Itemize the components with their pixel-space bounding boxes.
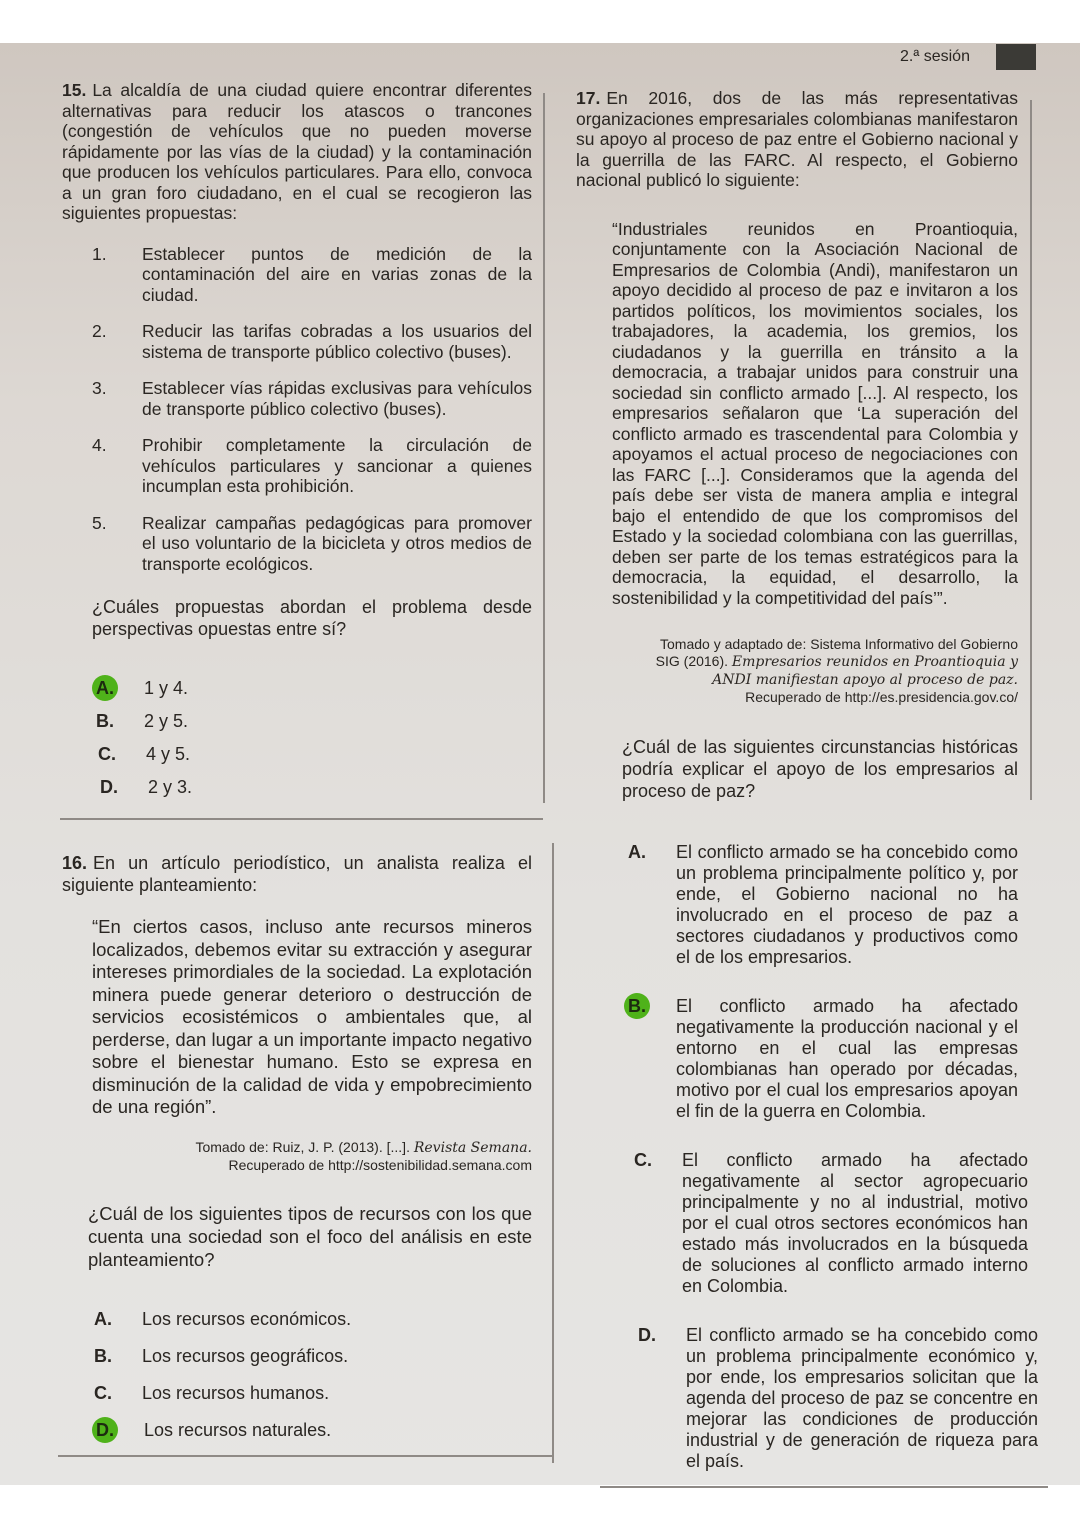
q15-question: ¿Cuáles propuestas abordan el problema desde perspectivas opuestas entre sí? <box>92 597 532 639</box>
option-text: 2 y 3. <box>148 777 193 797</box>
q17-source <box>620 636 1018 706</box>
right-column <box>576 88 1038 1488</box>
left-column <box>62 80 532 1457</box>
proposal-number: 5. <box>92 512 107 533</box>
q16-stem <box>62 852 532 896</box>
source-text: Tomado y adaptado de: Sistema Informativo del Gobierno <box>660 636 1018 652</box>
q17-stem <box>576 88 1018 191</box>
source-text: SIG (2016). <box>655 653 729 669</box>
q15-stem <box>62 80 532 224</box>
q15-option-a[interactable] <box>92 678 532 699</box>
session-label: 2.ª sesión <box>900 48 970 65</box>
proposal-number: 1. <box>92 243 107 264</box>
q16-quote: “En ciertos casos, incluso ante recursos mineros localizados, debemos evitar su extracción y asegurar intereses primordiales de la sociedad. La explotación minera puede generar deterioro o destrucción de servicios ecosistémicos o ambientales que, al perderse, dan lugar a un importante impacto negativo sobre el bienestar humano. Esto se expresa en disminución de la calidad de vida y empobrecimiento de una región”. <box>92 916 532 1117</box>
q15-option-d[interactable] <box>96 777 532 798</box>
option-letter: D. <box>100 777 118 797</box>
answer-mark: A. <box>92 675 118 701</box>
q15-option-c[interactable] <box>94 744 532 765</box>
source-text: Tomado de: Ruiz, J. P. (2013). [...]. <box>195 1138 410 1155</box>
source-title: Revista Semana. <box>413 1139 532 1156</box>
option-text: El conflicto armado ha afectado negativamente la producción nacional y el entorno en el cual las empresas colombianas han operado por décadas, motivo por el cual los empresarios apoyan el fin de la guerra en Colombia. <box>676 996 1018 1121</box>
option-letter: B. <box>94 1345 112 1366</box>
option-text: El conflicto armado se ha concebido como un problema principalmente económico y, por ende, los empresarios solicitan que la agenda del proceso de paz se concentre en mejorar las condiciones de producción industrial y de generación de riqueza para el país. <box>686 1325 1038 1471</box>
q17-question: ¿Cuál de las siguientes circunstancias históricas podría explicar el apoyo de los empresarios al proceso de paz? <box>622 737 1018 801</box>
q15-proposal <box>92 321 532 362</box>
answer-mark: B. <box>624 993 650 1019</box>
option-letter: A. <box>94 1308 112 1329</box>
q15-proposal <box>92 513 532 575</box>
q17-quote: “Industriales reunidos en Proantioquia, conjuntamente con la Asociación Nacional de Empresarios de Colombia (Andi), manifestaron un apoyo decidido al proceso de paz e invitaron a los partidos políticos, los movimientos sociales, los trabajadores, la academia, los gremios, los ciudadanos y la guerrilla en tránsito a la democracia, a trabajar unidos para construir una sociedad sin conflicto armado [...]. Al respecto, los empresarios señalaron que ‘La superación del conflicto armado es trascendental para Colombia y apoyamos el actual proceso de negociaciones con las FARC [...]. Consideramos que la agenda del país debe ser vista de manera amplia e integral bajo el entendido de que los compromisos del Estado y la sociedad colombiana con las guerrillas, deben ser parte de los temas estratégicos para la democracia, la equidad, el desarrollo, la sostenibilidad y la competitividad del país’”. <box>612 218 1018 608</box>
q15-proposal <box>92 244 532 306</box>
option-text: Los recursos económicos. <box>142 1308 352 1329</box>
q15-proposal <box>92 435 532 497</box>
q17-stem-text: En 2016, dos de las más representativas organizaciones empresariales colombianas manifestaron su apoyo al proceso de paz entre el Gobierno nacional y la guerrilla de las FARC. Al respecto, el Gobierno nacional publicó lo siguiente: <box>576 88 1018 190</box>
source-title: Empresarios reunidos en Proantioquia y ANDI manifiestan apoyo al proceso de paz. <box>712 654 1018 688</box>
q16-option-a[interactable] <box>90 1309 532 1330</box>
option-letter: C. <box>634 1150 652 1170</box>
column-divider <box>543 93 545 803</box>
q17-option-d[interactable] <box>634 1325 1038 1472</box>
option-letter: C. <box>94 1382 112 1403</box>
option-letter: C. <box>98 744 116 764</box>
q16-question: ¿Cuál de los siguientes tipos de recursos con los que cuenta una sociedad son el foco del análisis en este planteamiento? <box>88 1202 532 1270</box>
bottom-rule <box>58 1455 554 1457</box>
option-letter: B. <box>96 711 114 731</box>
option-text: 4 y 5. <box>146 744 191 764</box>
proposal-number: 3. <box>92 378 107 398</box>
proposal-number: 4. <box>92 435 107 455</box>
option-letter: D. <box>638 1325 656 1345</box>
option-text: Los recursos humanos. <box>142 1382 330 1403</box>
option-letter: A. <box>628 842 646 862</box>
q17-number: 17. <box>576 88 601 108</box>
proposal-text: Establecer puntos de medición de la contaminación del aire en varias zonas de la ciudad. <box>142 243 532 305</box>
proposal-text: Reducir las tarifas cobradas a los usuarios del sistema de transporte público colectivo (buses). <box>142 321 532 362</box>
q15-option-b[interactable] <box>92 711 532 732</box>
q16-option-b[interactable] <box>90 1346 532 1367</box>
logo-icon <box>996 44 1036 70</box>
source-url: Recuperado de http://es.presidencia.gov.co/ <box>745 689 1018 705</box>
q16-source <box>110 1139 532 1174</box>
q15-stem-text: La alcaldía de una ciudad quiere encontrar diferentes alternativas para reducir los atascos o trancones (congestión de vehículos que no pueden moverse rápidamente por las vías de la ciudad) y la contaminación que producen los vehículos particulares. Para ello, convoca a un gran foro ciudadano, en el cual se recogieron las siguientes propuestas: <box>62 80 532 223</box>
q15-number: 15. <box>62 80 87 100</box>
option-text: El conflicto armado ha afectado negativamente al sector agropecuario principalmente y no al industrial, motivo por el cual otros sectores económicos han estado más involucrados en la búsqueda de soluciones al conflicto armado interno en Colombia. <box>682 1150 1028 1296</box>
bottom-rule <box>600 1486 1048 1488</box>
option-text: Los recursos naturales. <box>144 1419 332 1440</box>
answer-mark: D. <box>92 1417 118 1443</box>
proposal-text: Prohibir completamente la circulación de vehículos particulares y sancionar a quienes incumplan esta prohibición. <box>142 435 532 496</box>
proposal-text: Realizar campañas pedagógicas para promover el uso voluntario de la bicicleta y otros medios de transporte ecológicos. <box>142 512 532 574</box>
q17-option-a[interactable] <box>624 842 1018 968</box>
proposal-text: Establecer vías rápidas exclusivas para vehículos de transporte público colectivo (buses). <box>142 378 532 419</box>
column-divider <box>552 843 554 1463</box>
q17-option-c[interactable] <box>630 1150 1028 1297</box>
option-text: El conflicto armado se ha concebido como un problema principalmente político y, por ende, el Gobierno nacional no ha involucrado en el proceso de paz a sectores ciudadanos y productivos como el de los empresarios. <box>676 842 1018 967</box>
section-divider <box>60 818 543 820</box>
q16-option-d[interactable] <box>92 1420 532 1441</box>
q16-number: 16. <box>62 853 88 873</box>
option-text: Los recursos geográficos. <box>142 1345 349 1366</box>
q17-option-b[interactable] <box>624 996 1018 1122</box>
q15-proposal <box>92 378 532 419</box>
source-url: Recuperado de http://sostenibilidad.semana.com <box>228 1156 532 1173</box>
proposal-number: 2. <box>92 321 107 341</box>
option-text: 1 y 4. <box>144 678 189 698</box>
option-text: 2 y 5. <box>144 711 189 731</box>
q16-option-c[interactable] <box>90 1383 532 1404</box>
q16-stem-text: En un artículo periodístico, un analista realiza el siguiente planteamiento: <box>62 853 532 895</box>
column-divider <box>1030 100 1032 800</box>
